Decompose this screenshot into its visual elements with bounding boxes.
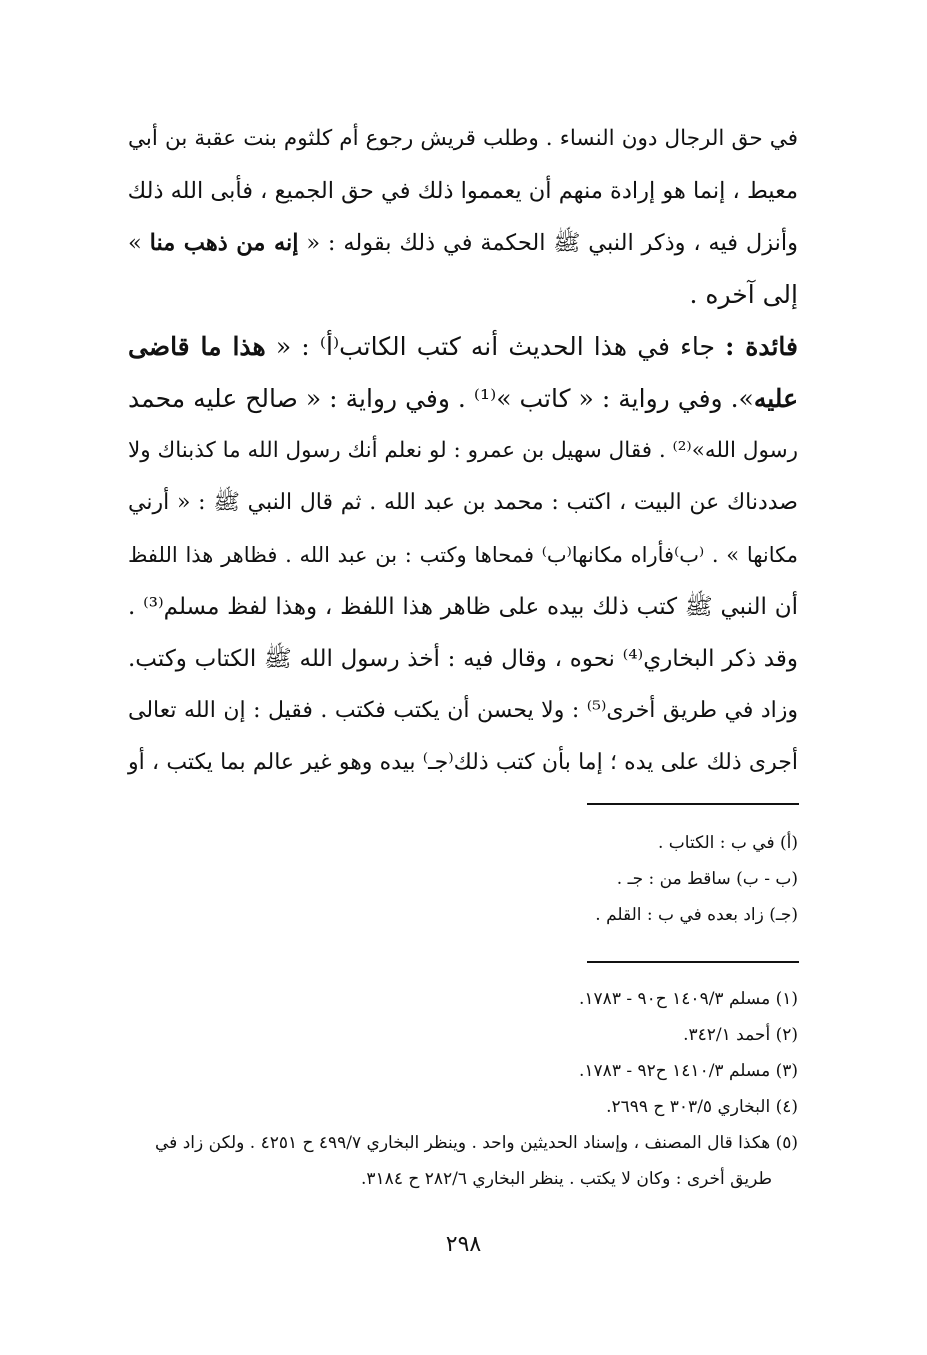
- source-footnotes: [128, 981, 798, 1197]
- text-line: إلى آخره .: [689, 280, 798, 309]
- footnote: (٥) هكذا قال المصنف ، وإسناد الحديثين واحد . وينظر البخاري ٤٩٩/٧ ح ٤٢٥١ . ولكن زاد في: [155, 1133, 798, 1153]
- text-line: في حق الرجال دون النساء . وطلب قريش رجوع أم كلثوم بنت عقبة بن أبي: [128, 126, 798, 151]
- footnote: (٢) أحمد ٣٤٢/١.: [683, 1025, 798, 1045]
- footnote-divider: [587, 961, 799, 963]
- quoted-hadith-bold: إنه من ذهب منا: [149, 230, 299, 256]
- footnote: (جـ) زاد بعده في ب : القلم .: [595, 905, 798, 925]
- footnote: (٣) مسلم ١٤١٠/٣ ح٩٢ - ١٧٨٣.: [579, 1061, 798, 1081]
- text-line: معيط ، إنما هو إرادة منهم أن يعمموا ذلك في حق الجميع ، فأبى الله ذلك: [127, 178, 798, 204]
- footnote: (ب - ب) ساقط من : جـ .: [616, 869, 798, 889]
- text-line: [128, 217, 798, 269]
- text-line: أجرى ذلك على يده ؛ إما بأن كتب ذلك⁽جـ⁾ بيده وهو غير عالم بما يكتب ، أو: [128, 750, 798, 775]
- text-run: »: [128, 230, 150, 256]
- paragraph-2: [128, 321, 798, 789]
- footnote-continuation: طريق أخرى : وكان لا يكتب . ينظر البخاري ٢٨٢/٦ ح ٣١٨٤.: [361, 1169, 772, 1189]
- text-line: أن النبي ﷺ كتب ذلك بيده على ظاهر هذا اللفظ ، وهذا لفظ مسلم⁽³⁾ .: [128, 594, 798, 620]
- page-number: ٢٩٨: [445, 1232, 482, 1257]
- quoted-hadith-bold: عليه: [753, 384, 798, 413]
- text-line: وزاد في طريق أخرى⁽⁵⁾ : ولا يحسن أن يكتب فكتب . فقيل : إن الله تعالى: [128, 698, 798, 723]
- footnote-divider: [587, 803, 799, 805]
- footnote: (٤) البخاري ٣٠٣/٥ ح ٢٦٩٩.: [606, 1097, 798, 1117]
- text-run: ». وفي رواية : « كاتب »⁽¹⁾ . وفي رواية : « صالح عليه محمد: [128, 384, 754, 413]
- quoted-hadith-bold: هذا ما قاضى: [128, 332, 266, 361]
- footnote: (أ) في ب : الكتاب .: [657, 833, 798, 853]
- text-line: [128, 321, 798, 373]
- paragraph-1: [128, 113, 798, 321]
- text-run: وأنزل فيه ، وذكر النبي ﷺ الحكمة في ذلك بقوله : «: [298, 230, 798, 256]
- variant-footnotes: [128, 825, 798, 933]
- text-line: رسول الله»⁽²⁾ . فقال سهيل بن عمرو : لو نعلم أنك رسول الله ما كذبناك ولا: [128, 438, 798, 463]
- footnote: (١) مسلم ١٤٠٩/٣ ح٩٠ - ١٧٨٣.: [579, 989, 798, 1009]
- text-run: جاء في هذا الحديث أنه كتب الكاتب⁽أ⁾ : «: [265, 332, 726, 361]
- text-line: [128, 373, 798, 425]
- text-line: وقد ذكر البخاري⁽⁴⁾ نحوه ، وقال فيه : أخذ رسول الله ﷺ الكتاب وكتب.: [128, 646, 798, 672]
- text-line: مكانها » . ⁽ب⁾فأراه مكانها⁽ب⁾ فمحاها وكتب : بن عبد الله . فظاهر هذا اللفظ: [128, 543, 798, 567]
- text-line: صددناك عن البيت ، اكتب : محمد بن عبد الله . ثم قال النبي ﷺ : « أرني: [128, 490, 798, 515]
- faida-heading: فائدة :: [725, 332, 798, 361]
